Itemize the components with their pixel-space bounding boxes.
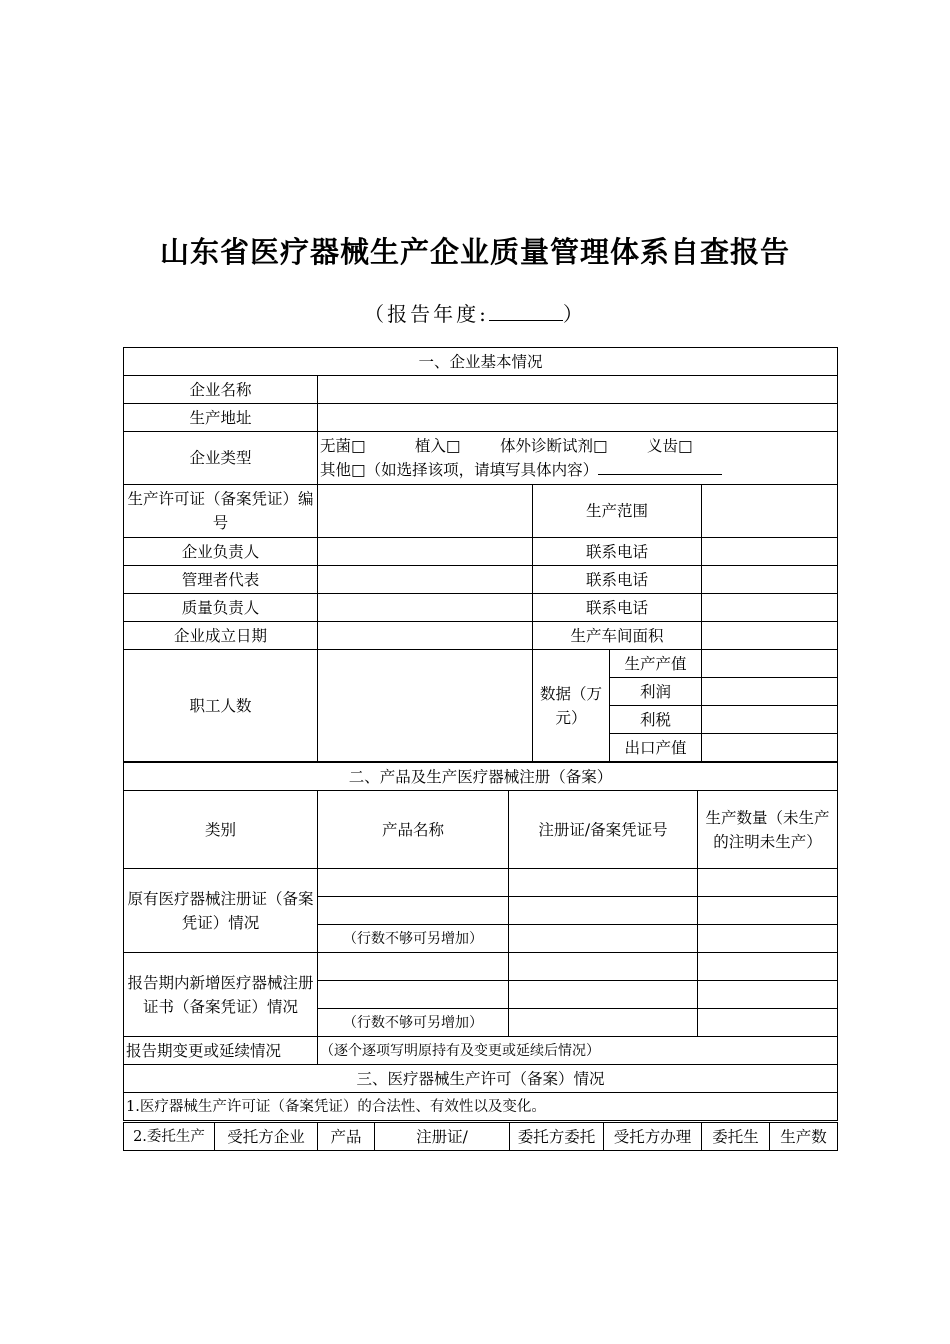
quantity-field[interactable]: [698, 869, 838, 897]
output-value-field[interactable]: [702, 650, 838, 678]
cert-field[interactable]: [509, 953, 698, 981]
profit-field[interactable]: [702, 678, 838, 706]
product-field[interactable]: [318, 981, 509, 1009]
col-entrusting-party: 委托方委托: [510, 1123, 604, 1151]
legal-rep-field[interactable]: [318, 538, 533, 566]
col-production-quantity: 生产数: [770, 1123, 838, 1151]
license-label: 生产许可证（备案凭证）编号: [124, 485, 318, 538]
mgmt-rep-field[interactable]: [318, 566, 533, 594]
phone-field[interactable]: [702, 594, 838, 622]
product-field[interactable]: [318, 869, 509, 897]
staff-label: 职工人数: [124, 650, 318, 762]
quantity-field[interactable]: [698, 981, 838, 1009]
product-field[interactable]: [318, 897, 509, 925]
company-name-label: 企业名称: [124, 376, 318, 404]
scope-field[interactable]: [702, 485, 838, 538]
company-type-options[interactable]: [318, 432, 838, 485]
col-product-name: 产品名称: [318, 791, 509, 869]
other-type-blank[interactable]: [598, 458, 722, 475]
address-field[interactable]: [318, 404, 838, 432]
quantity-field[interactable]: [698, 1009, 838, 1037]
est-date-field[interactable]: [318, 622, 533, 650]
col-quantity: 生产数量（未生产的注明未生产）: [698, 791, 838, 869]
scope-label: 生产范围: [533, 485, 702, 538]
registration-table-body: [123, 762, 838, 1121]
company-type-label: 企业类型: [124, 432, 318, 485]
profit-label: 利润: [610, 678, 702, 706]
report-year-blank[interactable]: [489, 302, 563, 321]
quantity-field[interactable]: [698, 953, 838, 981]
quantity-field[interactable]: [698, 925, 838, 953]
section3-item1: 1.医疗器械生产许可证（备案凭证）的合法性、有效性以及变化。: [124, 1093, 838, 1121]
phone-label: 联系电话: [533, 594, 702, 622]
workshop-area-label: 生产车间面积: [533, 622, 702, 650]
document-title: 山东省医疗器械生产企业质量管理体系自查报告: [159, 235, 790, 269]
section1-header: 一、企业基本情况: [124, 348, 838, 376]
output-value-label: 生产产值: [610, 650, 702, 678]
col-product: 产品: [318, 1123, 375, 1151]
cert-field[interactable]: [509, 897, 698, 925]
cert-field[interactable]: [509, 925, 698, 953]
report-year-close: ）: [562, 302, 586, 326]
tax-field[interactable]: [702, 706, 838, 734]
changes-label: 报告期变更或延续情况: [124, 1037, 318, 1065]
basic-info-table: [123, 347, 838, 762]
phone-label: 联系电话: [533, 538, 702, 566]
phone-field[interactable]: [702, 566, 838, 594]
col-cert-number: 注册证/备案凭证号: [509, 791, 698, 869]
cert-field[interactable]: [509, 1009, 698, 1037]
changes-note[interactable]: （逐个逐项写明原持有及变更或延续后情况）: [318, 1037, 838, 1065]
section2-header: 二、产品及生产医疗器械注册（备案）: [124, 763, 838, 791]
col-trustee-handling: 受托方办理: [604, 1123, 702, 1151]
type-options-line2[interactable]: 其他□（如选择该项，请填写具体内容）: [320, 458, 835, 482]
new-certs-label: 报告期内新增医疗器械注册证书（备案凭证）情况: [124, 953, 318, 1037]
cert-field[interactable]: [509, 869, 698, 897]
product-field[interactable]: [318, 953, 509, 981]
address-label: 生产地址: [124, 404, 318, 432]
section3-item2: 2.委托生产: [124, 1123, 215, 1151]
export-value-field[interactable]: [702, 734, 838, 762]
company-name-field[interactable]: [318, 376, 838, 404]
mgmt-rep-label: 管理者代表: [124, 566, 318, 594]
section3-header: 三、医疗器械生产许可（备案）情况: [124, 1065, 838, 1093]
col-category: 类别: [124, 791, 318, 869]
est-date-label: 企业成立日期: [124, 622, 318, 650]
type-options-line1[interactable]: 无菌□ 植入□ 体外诊断试剂□ 义齿□: [320, 437, 693, 455]
license-field[interactable]: [318, 485, 533, 538]
more-rows-note: （行数不够可另增加）: [318, 1009, 509, 1037]
phone-label: 联系电话: [533, 566, 702, 594]
staff-field[interactable]: [318, 650, 533, 762]
phone-field[interactable]: [702, 538, 838, 566]
col-entrusted-production: 委托生: [702, 1123, 770, 1151]
existing-certs-label: 原有医疗器械注册证（备案凭证）情况: [124, 869, 318, 953]
legal-rep-label: 企业负责人: [124, 538, 318, 566]
cert-field[interactable]: [509, 981, 698, 1009]
data-label: 数据（万元）: [533, 650, 610, 762]
more-rows-note: （行数不够可另增加）: [318, 925, 509, 953]
quality-rep-field[interactable]: [318, 594, 533, 622]
entrusted-production-table: [123, 1122, 838, 1151]
quantity-field[interactable]: [698, 897, 838, 925]
workshop-area-field[interactable]: [702, 622, 838, 650]
export-value-label: 出口产值: [610, 734, 702, 762]
col-trustee-company: 受托方企业: [215, 1123, 318, 1151]
col-registration-cert: 注册证/: [375, 1123, 510, 1151]
report-year-line: [0, 298, 950, 327]
quality-rep-label: 质量负责人: [124, 594, 318, 622]
report-year-label: （报告年度:: [364, 302, 489, 326]
tax-label: 利税: [610, 706, 702, 734]
